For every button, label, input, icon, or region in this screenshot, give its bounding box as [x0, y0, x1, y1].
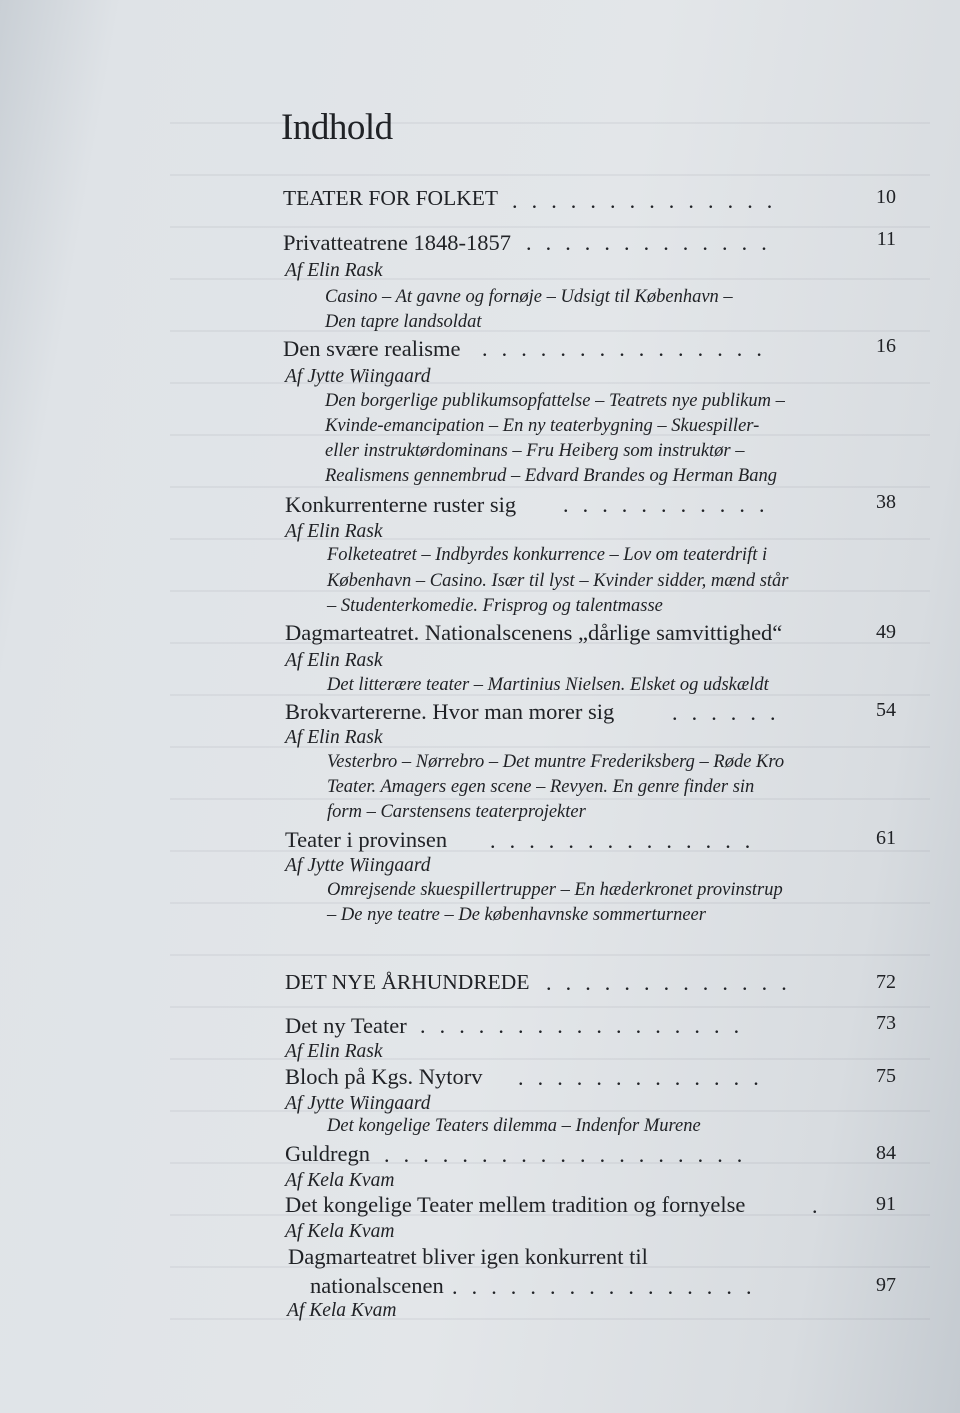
leader-dots: . . . . . . . . . . . . . . . . [452, 1274, 756, 1299]
page-number: 73 [876, 1012, 896, 1034]
page-number: 72 [876, 971, 896, 993]
leader-dots: . . . . . . . . . . . . . . . . . [420, 1013, 744, 1038]
toc-entry-desc: Den tapre landsoldat [325, 312, 482, 332]
toc-entry-author: Af Kela Kvam [285, 1170, 395, 1191]
toc-entry-author: Af Jytte Wiingaard [285, 366, 431, 387]
section-heading: DET NYE ÅRHUNDREDE [285, 970, 530, 994]
toc-entry-title: Konkurrenterne ruster sig [285, 492, 517, 517]
page-number: 11 [876, 228, 896, 250]
toc-entry-desc: – De nye teatre – De københavnske sommerturneer [327, 905, 706, 925]
toc-entry-author: Af Kela Kvam [285, 1221, 395, 1242]
toc-entry-title: Privatteatrene 1848-1857 [283, 230, 512, 255]
toc-entry-desc: – Studenterkomedie. Frisprog og talentmasse [327, 596, 663, 616]
toc-entry-title: Dagmarteatret bliver igen konkurrent til [288, 1244, 648, 1269]
leader-dots: . [812, 1193, 822, 1218]
toc-entry-desc: Omrejsende skuespillertrupper – En hæderkronet provinstrup [327, 880, 783, 900]
leader-dots: . . . . . . . . . . . . . . [490, 828, 755, 853]
toc-entry-author: Af Elin Rask [285, 1041, 383, 1062]
leader-dots: . . . . . . . . . . . . . [518, 1065, 763, 1090]
toc-entry-title: Det ny Teater [285, 1013, 407, 1038]
toc-entry-author: Af Jytte Wiingaard [285, 855, 431, 876]
page-number: 75 [876, 1065, 896, 1087]
page-title: Indhold [281, 107, 393, 148]
page-number: 54 [876, 699, 896, 721]
toc-entry-desc: Vesterbro – Nørrebro – Det muntre Frederiksberg – Røde Kro [327, 752, 785, 772]
toc-entry-desc: form – Carstensens teaterprojekter [327, 802, 586, 822]
toc-entry-desc: København – Casino. Især til lyst – Kvinder sidder, mænd står [327, 571, 789, 591]
page-number: 84 [876, 1142, 896, 1164]
page-number: 10 [876, 186, 896, 208]
leader-dots: . . . . . . [672, 700, 780, 725]
toc-entry-desc: Folketeatret – Indbyrdes konkurrence – Lov om teaterdrift i [327, 545, 768, 565]
leader-dots: . . . . . . . . . . . . . . [512, 188, 777, 213]
page-number: 49 [876, 621, 896, 643]
leader-dots: . . . . . . . . . . . . . [526, 230, 771, 255]
toc-entry-title: Den svære realisme [283, 336, 461, 361]
page-number: 97 [876, 1274, 896, 1296]
toc-entry-author: Af Elin Rask [285, 260, 383, 281]
toc-entry-desc: Teater. Amagers egen scene – Revyen. En genre finder sin [327, 777, 755, 797]
toc-entry-desc: Casino – At gavne og fornøje – Udsigt til København – [325, 287, 733, 307]
toc-entry-title: Dagmarteatret. Nationalscenens „dårlige samvittighed“ [285, 620, 783, 645]
toc-entry-title-line2: nationalscenen [310, 1273, 444, 1298]
section-heading: TEATER FOR FOLKET [283, 186, 498, 210]
page-number: 61 [876, 827, 896, 849]
toc-entry-title: Bloch på Kgs. Nytorv [285, 1064, 483, 1089]
leader-dots: . . . . . . . . . . . . . . . [482, 336, 767, 361]
toc-entry-desc: eller instruktørdominans – Fru Heiberg som instruktør – [325, 441, 745, 461]
toc-entry-title: Teater i provinsen [285, 827, 448, 852]
page-number: 91 [876, 1193, 896, 1215]
leader-dots: . . . . . . . . . . . . . [546, 970, 791, 995]
toc-entry-title: Brokvartererne. Hvor man morer sig [285, 699, 615, 724]
toc-entry-desc: Den borgerlige publikumsopfattelse – Teatrets nye publikum – [325, 391, 785, 411]
toc-entry-title: Det kongelige Teater mellem tradition og fornyelse [285, 1192, 746, 1217]
page-number: 16 [876, 335, 896, 357]
toc-entry-desc: Kvinde-emancipation – En ny teaterbygning – Skuespiller- [325, 416, 760, 436]
toc-entry-title: Guldregn [285, 1141, 370, 1166]
toc-entry-author: Af Elin Rask [285, 727, 383, 748]
toc-entry-desc: Det litterære teater – Martinius Nielsen. Elsket og udskældt [327, 675, 769, 695]
leader-dots: . . . . . . . . . . . . . . . . . . . [384, 1142, 747, 1167]
toc-entry-author: Af Jytte Wiingaard [285, 1093, 431, 1114]
page-number: 38 [876, 491, 896, 513]
toc-entry-desc: Realismens gennembrud – Edvard Brandes og Herman Bang [325, 466, 777, 486]
leader-dots: . . . . . . . . . . . [563, 492, 769, 517]
toc-entry-author: Af Elin Rask [285, 521, 383, 542]
toc-entry-desc: Det kongelige Teaters dilemma – Indenfor Murene [327, 1116, 701, 1136]
toc-entry-author: Af Kela Kvam [287, 1300, 397, 1321]
toc-entry-author: Af Elin Rask [285, 650, 383, 671]
